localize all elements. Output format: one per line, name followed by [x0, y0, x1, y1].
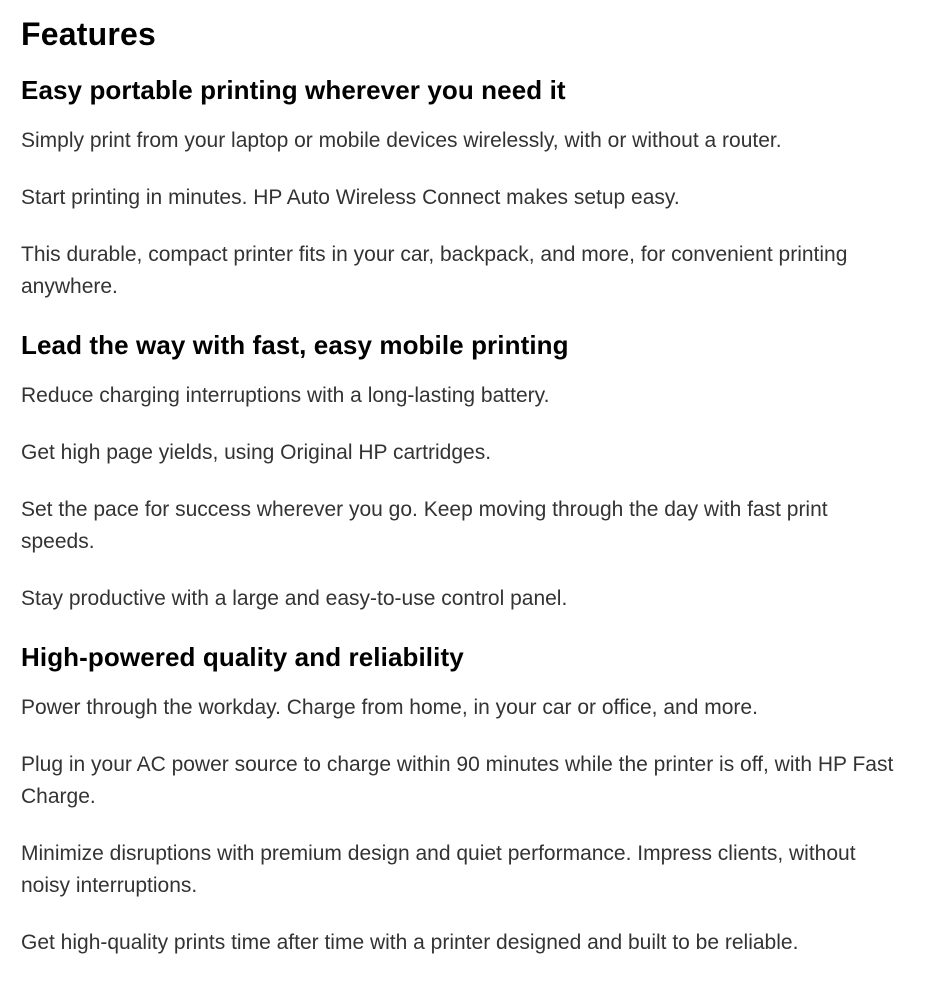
- feature-section-portable-printing: [21, 73, 905, 303]
- section-heading: Easy portable printing wherever you need it: [21, 75, 566, 105]
- feature-paragraph: Reduce charging interruptions with a long-lasting battery.: [21, 384, 550, 407]
- feature-paragraph: Simply print from your laptop or mobile devices wirelessly, with or without a router.: [21, 129, 782, 152]
- feature-section-quality-reliability: [21, 640, 905, 959]
- feature-paragraph: Minimize disruptions with premium design and quiet performance. Impress clients, without noisy interruptions.: [21, 842, 856, 897]
- section-heading: Lead the way with fast, easy mobile printing: [21, 330, 569, 360]
- feature-section-mobile-printing: [21, 328, 905, 615]
- section-heading: High-powered quality and reliability: [21, 642, 464, 672]
- feature-paragraph: This durable, compact printer fits in your car, backpack, and more, for convenient printing anywhere.: [21, 243, 848, 298]
- feature-paragraph: Set the pace for success wherever you go. Keep moving through the day with fast print speeds.: [21, 498, 828, 553]
- feature-paragraph: Stay productive with a large and easy-to-use control panel.: [21, 587, 568, 610]
- feature-paragraph: Plug in your AC power source to charge within 90 minutes while the printer is off, with HP Fast Charge.: [21, 753, 894, 808]
- feature-paragraph: Start printing in minutes. HP Auto Wireless Connect makes setup easy.: [21, 186, 680, 209]
- feature-paragraph: Power through the workday. Charge from home, in your car or office, and more.: [21, 696, 758, 719]
- page-title: Features: [21, 16, 156, 52]
- feature-paragraph: Get high page yields, using Original HP cartridges.: [21, 441, 492, 464]
- feature-paragraph: Get high-quality prints time after time with a printer designed and built to be reliable.: [21, 931, 799, 954]
